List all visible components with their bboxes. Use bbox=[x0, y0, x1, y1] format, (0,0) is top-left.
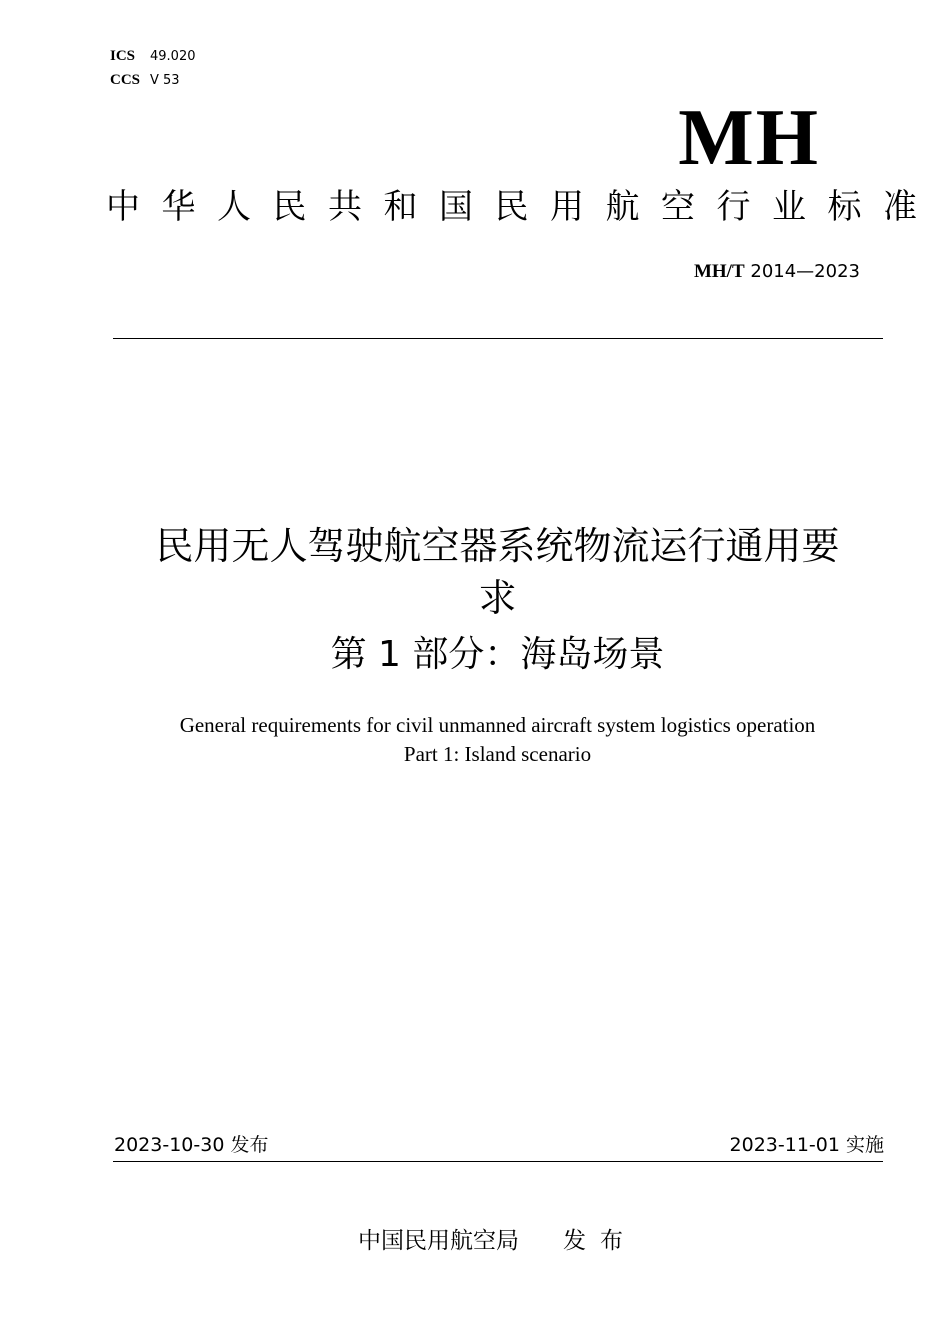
english-title-line-1: General requirements for civil unmanned aircraft system logistics operation bbox=[179, 713, 816, 737]
chinese-title-line-1: 民用无人驾驶航空器系统物流运行通用要 bbox=[155, 524, 840, 568]
chinese-part-title: 第 1 部分：海岛场景 bbox=[330, 634, 665, 675]
english-title-line-2: Part 1: Island scenario bbox=[403, 742, 592, 766]
header-divider bbox=[113, 338, 883, 339]
chinese-title-line-2: 求 bbox=[478, 576, 517, 620]
chinese-title bbox=[110, 520, 885, 624]
issuer-name: 中国民用航空局 bbox=[358, 1228, 519, 1254]
mh-logo: MH bbox=[678, 94, 820, 182]
ics-value: 49.020 bbox=[150, 49, 196, 64]
standard-number-prefix: MH/T bbox=[693, 261, 745, 282]
standard-number-value: 2014—2023 bbox=[750, 261, 860, 282]
standard-number bbox=[694, 260, 860, 284]
issuer-action: 发布 bbox=[563, 1228, 637, 1254]
standard-category: 中华人民共和国民用航空行业标准 bbox=[106, 187, 939, 227]
implementation-date: 2023-11-01 实施 bbox=[729, 1134, 884, 1156]
ccs-label: CCS bbox=[110, 72, 141, 88]
english-title bbox=[110, 711, 885, 769]
ccs-value: V 53 bbox=[150, 73, 180, 88]
ccs-code bbox=[110, 71, 180, 90]
issue-date: 2023-10-30 发布 bbox=[114, 1134, 269, 1156]
footer-divider bbox=[113, 1161, 883, 1162]
issuing-authority bbox=[110, 1224, 885, 1258]
ics-label: ICS bbox=[110, 48, 136, 64]
ics-code bbox=[110, 47, 196, 66]
